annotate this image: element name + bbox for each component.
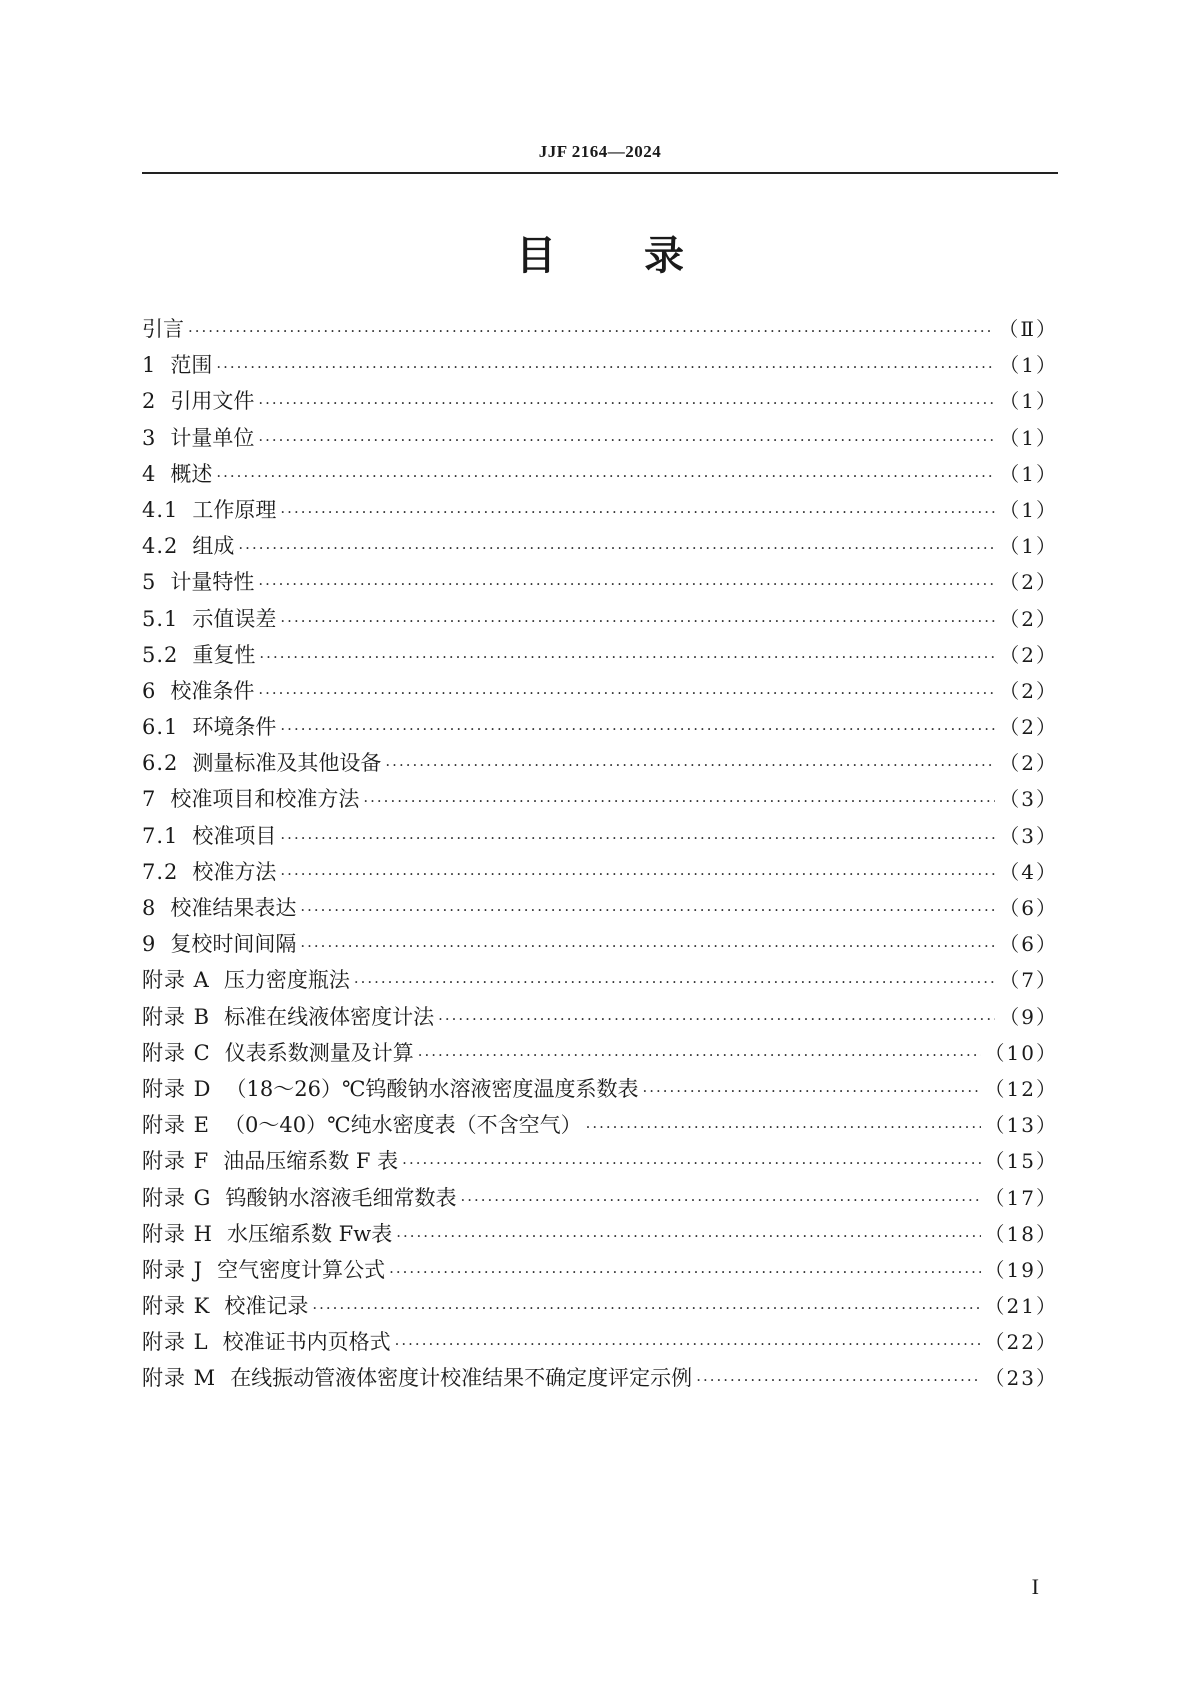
toc-entry-text [142,1252,385,1288]
toc-entry-number: 7 [142,787,157,812]
toc-entry-number: 5 [142,570,157,595]
toc-entry-page: （2） [999,751,1058,776]
toc-leader-dots [354,964,995,1000]
toc-leader-dots [418,1037,981,1073]
toc-entry[interactable] [142,745,1058,781]
toc-leader-dots [363,783,995,819]
toc-entry-page: （2） [999,570,1058,595]
toc-entry-page: （12） [984,1076,1058,1101]
toc-entry-page: （1） [999,389,1058,414]
toc-entry-page: （1） [999,497,1058,522]
toc-entry[interactable] [142,926,1058,962]
toc-entry[interactable] [142,1324,1058,1360]
toc-entry-number: 附录 K [142,1294,211,1319]
toc-entry-page: （1） [999,534,1058,559]
toc-entry[interactable] [142,311,1058,347]
toc-entry-text [142,962,350,998]
toc-entry-label: 示值误差 [192,606,277,631]
toc-entry-label: 校准项目 [192,823,277,848]
toc-entry-label: 钨酸钠水溶液毛细常数表 [225,1185,457,1210]
toc-entry-label: 范围 [170,353,213,378]
toc-entry-label: 校准条件 [170,678,255,703]
toc-entry-text [142,1180,456,1216]
toc-entry-number: 5.2 [142,642,179,667]
toc-entry-text [142,601,276,637]
toc-leader-dots [300,892,995,928]
toc-entry-number: 附录 G [142,1185,212,1210]
toc-entry-label: 在线振动管液体密度计校准结果不确定度评定示例 [230,1366,693,1391]
toc-entry[interactable] [142,962,1058,998]
toc-entry-label: 计量特性 [170,570,255,595]
toc-entry-text [142,492,276,528]
toc-entry-number: 7.1 [142,823,179,848]
toc-leader-dots [438,1001,995,1037]
title-char-1: 目 [516,233,556,279]
page-number: I [1031,1574,1039,1599]
table-of-contents [142,311,1058,1397]
toc-leader-dots [259,639,995,675]
toc-entry-text [142,781,359,817]
toc-leader-dots [258,566,995,602]
toc-entry-text [142,637,255,673]
toc-entry[interactable] [142,1035,1058,1071]
document-code-header: JJF 2164—2024 [538,142,662,161]
toc-entry-text [142,926,296,962]
toc-entry-label: 油品压缩系数 F 表 [223,1149,399,1174]
toc-leader-dots [389,1254,980,1290]
toc-entry-number: 5.1 [142,606,179,631]
toc-entry-page: （23） [984,1366,1058,1391]
toc-entry[interactable] [142,637,1058,673]
toc-entry-number: 附录 H [142,1221,213,1246]
toc-entry[interactable] [142,1071,1058,1107]
toc-entry-label: （0～40）℃纯水密度表（不含空气） [224,1113,582,1138]
toc-entry[interactable] [142,673,1058,709]
toc-leader-dots [280,494,995,530]
toc-leader-dots [258,385,995,421]
toc-entry-text [142,1360,692,1396]
toc-leader-dots [280,711,995,747]
toc-entry-label: 组成 [192,534,235,559]
toc-entry-number: 附录 C [142,1040,211,1065]
toc-entry-page: （6） [999,932,1058,957]
toc-entry-text [142,673,254,709]
toc-entry-label: 校准记录 [224,1294,309,1319]
toc-entry[interactable] [142,528,1058,564]
toc-entry[interactable] [142,383,1058,419]
toc-entry-number: 8 [142,896,157,920]
toc-entry-number: 附录 M [142,1366,217,1391]
toc-leader-dots [395,1326,981,1362]
toc-entry[interactable] [142,854,1058,890]
toc-entry-label: 校准结果表达 [170,896,297,920]
toc-entry[interactable] [142,1107,1058,1143]
toc-entry-text [142,456,212,492]
toc-entry-text [142,1288,308,1324]
toc-entry-text [142,890,296,926]
toc-entry-number: 4.2 [142,534,179,559]
toc-entry-text [142,1216,392,1252]
toc-leader-dots [280,856,995,892]
toc-entry-page: （22） [984,1330,1058,1355]
toc-entry[interactable] [142,1143,1058,1179]
toc-entry-number: 附录 B [142,1004,211,1029]
toc-leader-dots [642,1073,980,1109]
toc-entry[interactable] [142,818,1058,854]
toc-entry[interactable] [142,890,1058,926]
toc-entry-label: 校准证书内页格式 [222,1330,391,1355]
toc-entry-page: （4） [999,859,1058,884]
toc-entry-page: （9） [999,1004,1058,1029]
toc-entry-page: （3） [999,823,1058,848]
toc-entry-page: （6） [999,896,1058,920]
toc-entry[interactable] [142,709,1058,745]
toc-entry-label: 压力密度瓶法 [223,968,350,993]
toc-entry-label: 校准方法 [192,859,277,884]
toc-entry-text [142,1035,414,1071]
toc-entry[interactable] [142,564,1058,600]
toc-entry-page: （1） [999,461,1058,486]
toc-entry-page: （2） [999,642,1058,667]
toc-entry-number: 4 [142,461,157,486]
toc-entry-page: （21） [984,1294,1058,1319]
toc-entry-text [142,1107,582,1143]
toc-entry-page: （2） [999,715,1058,740]
toc-entry-label: 工作原理 [192,497,277,522]
page-title [142,224,1058,281]
toc-entry-page: （2） [999,606,1058,631]
toc-entry-number: 附录 L [142,1330,209,1355]
toc-entry[interactable] [142,999,1058,1035]
toc-entry-page: （17） [984,1185,1058,1210]
toc-entry-label: 校准项目和校准方法 [170,787,360,812]
toc-entry[interactable] [142,492,1058,528]
toc-entry-page: （1） [999,353,1058,378]
toc-leader-dots [460,1182,980,1218]
toc-entry[interactable] [142,781,1058,817]
toc-entry-label: 引用文件 [170,389,255,414]
toc-entry-number: 6.1 [142,715,179,740]
toc-entry-number: 附录 J [142,1257,204,1282]
toc-entry[interactable] [142,1180,1058,1216]
toc-entry-number: 附录 A [142,968,210,993]
toc-entry-page: （18） [984,1221,1058,1246]
toc-entry-number: 附录 F [142,1149,210,1174]
toc-entry-label: 水压缩系数 Fw表 [227,1221,393,1246]
toc-leader-dots [280,603,995,639]
toc-entry-text [142,347,212,383]
toc-entry-label: （18～26）℃钨酸钠水溶液密度温度系数表 [225,1076,639,1101]
toc-entry-label: 引言 [142,317,184,341]
toc-entry-label: 测量标准及其他设备 [192,751,382,776]
toc-entry-number: 3 [142,425,157,450]
toc-entry[interactable] [142,1252,1058,1288]
toc-leader-dots [280,820,995,856]
toc-entry-page: （15） [984,1149,1058,1174]
toc-entry-text [142,999,434,1035]
toc-entry-number: 附录 D [142,1076,212,1101]
toc-entry-page: （Ⅱ） [998,317,1058,341]
toc-entry-text [142,1324,391,1360]
toc-entry[interactable] [142,1216,1058,1252]
toc-entry[interactable] [142,1288,1058,1324]
toc-entry[interactable] [142,601,1058,637]
toc-entry-label: 计量单位 [170,425,255,450]
toc-entry-label: 重复性 [192,642,256,667]
header-rule [142,172,1058,174]
toc-entry-number: 1 [142,353,157,378]
toc-entry-text [142,854,276,890]
title-char-2: 录 [644,233,684,279]
toc-entry-text [142,564,254,600]
toc-entry-page: （3） [999,787,1058,812]
toc-entry-text [142,528,234,564]
toc-leader-dots [402,1145,980,1181]
toc-leader-dots [188,313,994,349]
toc-leader-dots [586,1109,981,1145]
toc-leader-dots [216,349,995,385]
toc-entry-number: 附录 E [142,1113,211,1138]
toc-entry[interactable] [142,420,1058,456]
toc-leader-dots [238,530,995,566]
toc-entry-page: （10） [984,1040,1058,1065]
toc-leader-dots [696,1362,980,1398]
toc-leader-dots [216,458,995,494]
toc-entry-label: 仪表系数测量及计算 [224,1040,414,1065]
toc-entry-page: （19） [984,1257,1058,1282]
toc-entry-label: 复校时间间隔 [170,932,297,957]
toc-entry-page: （2） [999,678,1058,703]
toc-leader-dots [396,1218,980,1254]
toc-entry[interactable] [142,456,1058,492]
toc-leader-dots [258,422,995,458]
toc-entry-text [142,1071,638,1107]
toc-entry-text [142,818,276,854]
toc-entry-number: 2 [142,389,157,414]
toc-entry-text [142,420,254,456]
toc-entry-label: 概述 [170,461,213,486]
toc-leader-dots [312,1290,980,1326]
toc-entry-text [142,1143,398,1179]
toc-entry-page: （7） [999,968,1058,993]
toc-entry-label: 标准在线液体密度计法 [224,1004,435,1029]
toc-entry-number: 6.2 [142,751,179,776]
toc-entry-text [142,383,254,419]
toc-entry-text [142,745,381,781]
toc-entry[interactable] [142,347,1058,383]
toc-entry-page: （13） [984,1113,1058,1138]
toc-entry-label: 空气密度计算公式 [217,1257,386,1282]
toc-entry-number: 4.1 [142,497,179,522]
toc-entry-number: 9 [142,932,157,957]
toc-leader-dots [300,928,995,964]
toc-entry-text [142,311,184,347]
toc-entry-page: （1） [999,425,1058,450]
toc-entry-number: 7.2 [142,859,179,884]
toc-entry-text [142,709,276,745]
toc-leader-dots [385,747,995,783]
toc-leader-dots [258,675,995,711]
toc-entry[interactable] [142,1360,1058,1396]
toc-entry-number: 6 [142,678,157,703]
toc-entry-label: 环境条件 [192,715,277,740]
